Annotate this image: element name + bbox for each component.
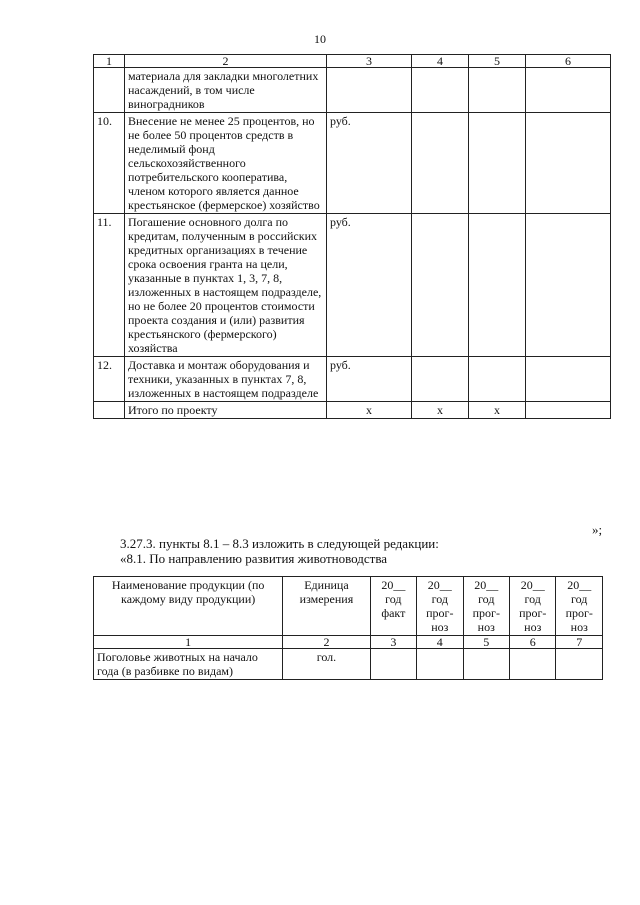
- row-number: 12.: [94, 357, 125, 402]
- row-unit: руб.: [327, 357, 412, 402]
- table-row: [94, 357, 611, 402]
- column-number-2: 2: [125, 55, 327, 68]
- row-cell: [417, 649, 463, 680]
- header-year-fact: 20__ год факт: [370, 577, 416, 636]
- header-year-forecast-1: 20__ год прог-ноз: [417, 577, 463, 636]
- header-year-forecast-4: 20__ год прог-ноз: [556, 577, 603, 636]
- column-number-4: 4: [417, 636, 463, 649]
- row-cell-4: [412, 214, 469, 357]
- header-year-forecast-2: 20__ год прог-ноз: [463, 577, 509, 636]
- column-number-1: 1: [94, 55, 125, 68]
- total-row: [94, 402, 611, 419]
- column-number-3: 3: [370, 636, 416, 649]
- row-cell-5: [469, 68, 526, 113]
- total-number: [94, 402, 125, 419]
- row-cell-4: [412, 68, 469, 113]
- column-number-6: 6: [510, 636, 556, 649]
- row-description: Доставка и монтаж оборудования и техники, указанных в пунктах 7, 8, изложенных в настоящем подразделе: [125, 357, 327, 402]
- total-cell-6: [526, 402, 611, 419]
- row-cell-6: [526, 68, 611, 113]
- column-numbers-row: [94, 636, 603, 649]
- row-cell-4: [412, 357, 469, 402]
- row-unit: руб.: [327, 113, 412, 214]
- row-description: Внесение не менее 25 процентов, но не более 50 процентов средств в неделимый фонд сельскохозяйственного потребительского кооператива, членом которого является данное крестьянское (фермерское) хозяйство: [125, 113, 327, 214]
- paragraph-section-title: «8.1. По направлению развития животноводства: [120, 551, 388, 566]
- row-cell: [510, 649, 556, 680]
- page-number: 10: [314, 32, 326, 46]
- column-number-1: 1: [94, 636, 283, 649]
- header-year-forecast-3: 20__ год прог-ноз: [510, 577, 556, 636]
- row-cell: [463, 649, 509, 680]
- row-number: 11.: [94, 214, 125, 357]
- header-unit: Единица измерения: [283, 577, 370, 636]
- total-cell-5: х: [469, 402, 526, 419]
- column-number-5: 5: [463, 636, 509, 649]
- row-cell-5: [469, 357, 526, 402]
- row-cell-5: [469, 214, 526, 357]
- total-cell-4: х: [412, 402, 469, 419]
- table-header-row: [94, 55, 611, 68]
- table-row: [94, 68, 611, 113]
- closing-quote: »;: [592, 522, 603, 537]
- table-row: [94, 214, 611, 357]
- row-cell: [370, 649, 416, 680]
- row-cell-6: [526, 113, 611, 214]
- column-number-2: 2: [283, 636, 370, 649]
- row-unit: руб.: [327, 214, 412, 357]
- row-cell-6: [526, 214, 611, 357]
- row-unit: [327, 68, 412, 113]
- table-header-row: [94, 577, 603, 636]
- row-cell-5: [469, 113, 526, 214]
- table-row: [94, 113, 611, 214]
- column-number-6: 6: [526, 55, 611, 68]
- row-cell-4: [412, 113, 469, 214]
- row-description: материала для закладки многолетних насаждений, в том числе виноградников: [125, 68, 327, 113]
- column-number-5: 5: [469, 55, 526, 68]
- row-product-name: Поголовье животных на начало года (в разбивке по видам): [94, 649, 283, 680]
- row-unit: гол.: [283, 649, 370, 680]
- total-label: Итого по проекту: [125, 402, 327, 419]
- row-cell-6: [526, 357, 611, 402]
- total-cell-3: х: [327, 402, 412, 419]
- livestock-production-table: [93, 576, 603, 680]
- column-number-4: 4: [412, 55, 469, 68]
- table-row: [94, 649, 603, 680]
- row-cell: [556, 649, 603, 680]
- column-number-7: 7: [556, 636, 603, 649]
- row-number: 10.: [94, 113, 125, 214]
- paragraph-amendment: 3.27.3. пункты 8.1 – 8.3 изложить в следующей редакции:: [120, 536, 439, 551]
- row-number: [94, 68, 125, 113]
- row-description: Погашение основного долга по кредитам, полученным в российских кредитных организациях в течение срока освоения гранта на цели, указанные в пунктах 1, 3, 7, 8, изложенных в настоящем подразделе, но не более 20 процентов стоимости проекта создания и (или) развития крестьянского (фермерского) хозяйства: [125, 214, 327, 357]
- project-costs-table: [93, 54, 611, 419]
- column-number-3: 3: [327, 55, 412, 68]
- header-product-name: Наименование продукции (по каждому виду продукции): [94, 577, 283, 636]
